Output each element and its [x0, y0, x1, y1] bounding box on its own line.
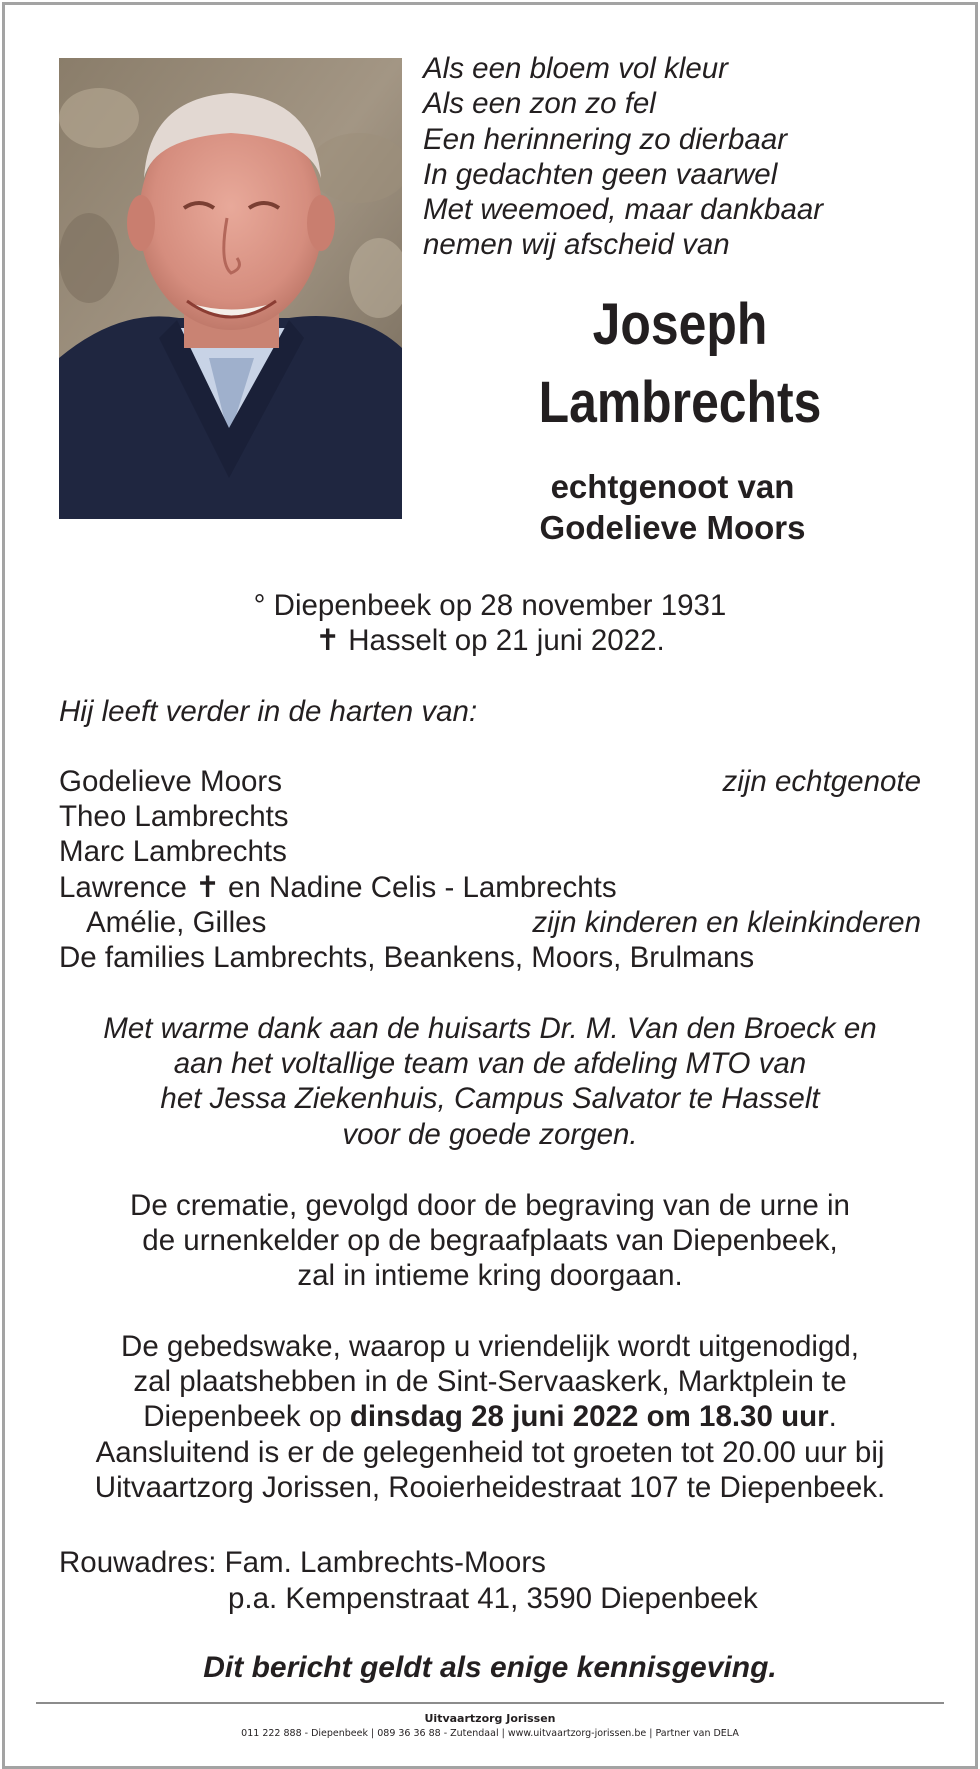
family-list: [59, 764, 921, 975]
thanks-line: het Jessa Ziekenhuis, Campus Salvator te Hasselt: [160, 1082, 820, 1116]
family-name: Theo Lambrechts: [59, 800, 289, 834]
family-name: Marc Lambrechts: [59, 835, 287, 869]
address-line-2: p.a. Kempenstraat 41, 3590 Diepenbeek: [228, 1581, 758, 1615]
poem-line: nemen wij afscheid van: [423, 228, 730, 262]
family-intro: Hij leeft verder in de harten van:: [59, 695, 478, 728]
life-dates: [0, 588, 980, 658]
wake-text: Diepenbeek op: [143, 1400, 350, 1434]
footer-company: Uitvaartzorg Jorissen: [424, 1712, 556, 1725]
family-relation: zijn echtgenote: [722, 765, 921, 798]
birth-date: ° Diepenbeek op 28 november 1931: [253, 589, 727, 622]
mourning-address: [59, 1545, 758, 1616]
family-name: Lawrence ✝ en Nadine Celis - Lambrechts: [59, 870, 617, 904]
spouse-line-2: Godelieve Moors: [539, 509, 806, 546]
poem-line: In gedachten geen vaarwel: [423, 157, 778, 191]
family-name: Amélie, Gilles: [86, 905, 267, 939]
family-row: [59, 764, 921, 799]
wake-line: [0, 1399, 980, 1434]
wake-text: .: [828, 1400, 837, 1434]
family-row: [59, 834, 921, 869]
death-date: ✝ Hasselt op 21 juni 2022.: [315, 624, 665, 657]
address-line-1: Rouwadres: Fam. Lambrechts-Moors: [59, 1546, 546, 1579]
spouse-line-1: echtgenoot van: [550, 468, 795, 505]
poem-line: Met weemoed, maar dankbaar: [423, 193, 824, 227]
cremation-line: De crematie, gevolgd door de begraving van de urne in: [130, 1189, 850, 1222]
family-relation: zijn kinderen en kleinkinderen: [532, 905, 921, 939]
portrait-illustration: [59, 58, 402, 519]
family-row: [59, 905, 921, 940]
footer-divider: [36, 1702, 944, 1704]
thanks-paragraph: [0, 1011, 980, 1152]
wake-line: Uitvaartzorg Jorissen, Rooierheidestraat 107 te Diepenbeek.: [94, 1470, 886, 1504]
notice-statement: Dit bericht geldt als enige kennisgeving.: [203, 1651, 777, 1684]
poem-line: Als een zon zo fel: [423, 87, 656, 121]
cremation-line: zal in intieme kring doorgaan.: [297, 1259, 683, 1293]
cremation-line: de urnenkelder op de begraafplaats van Diepenbeek,: [142, 1224, 838, 1258]
deceased-first-name: Joseph: [592, 292, 768, 357]
footer-contact: 011 222 888 - Diepenbeek | 089 36 36 88 - Zutendaal | www.uitvaartzorg-jorissen.be | Partner van DELA: [241, 1728, 739, 1739]
thanks-line: Met warme dank aan de huisarts Dr. M. Van den Broeck en: [103, 1012, 877, 1045]
family-row: [59, 799, 921, 834]
wake-paragraph: [0, 1329, 980, 1505]
family-row: [59, 870, 921, 905]
wake-line: zal plaatshebben in de Sint-Servaaskerk, Marktplein te: [133, 1365, 847, 1399]
family-name: Godelieve Moors: [59, 765, 282, 798]
poem: [423, 51, 923, 263]
portrait-photo: [59, 58, 402, 519]
family-row: [59, 940, 921, 975]
thanks-line: voor de goede zorgen.: [342, 1117, 638, 1151]
spouse-info: [420, 466, 925, 548]
poem-line: Een herinnering zo dierbaar: [423, 122, 788, 156]
family-name: De families Lambrechts, Beankens, Moors, Brulmans: [59, 940, 755, 974]
wake-line: Aansluitend is er de gelegenheid tot groeten tot 20.00 uur bij: [95, 1435, 885, 1469]
deceased-last-name: Lambrechts: [538, 370, 822, 435]
thanks-line: aan het voltallige team van de afdeling MTO van: [173, 1047, 807, 1081]
poem-line: Als een bloem vol kleur: [423, 52, 728, 85]
wake-line: De gebedswake, waarop u vriendelijk wordt uitgenodigd,: [121, 1330, 859, 1363]
cremation-paragraph: [0, 1188, 980, 1294]
wake-datetime: dinsdag 28 juni 2022 om 18.30 uur: [349, 1400, 829, 1434]
